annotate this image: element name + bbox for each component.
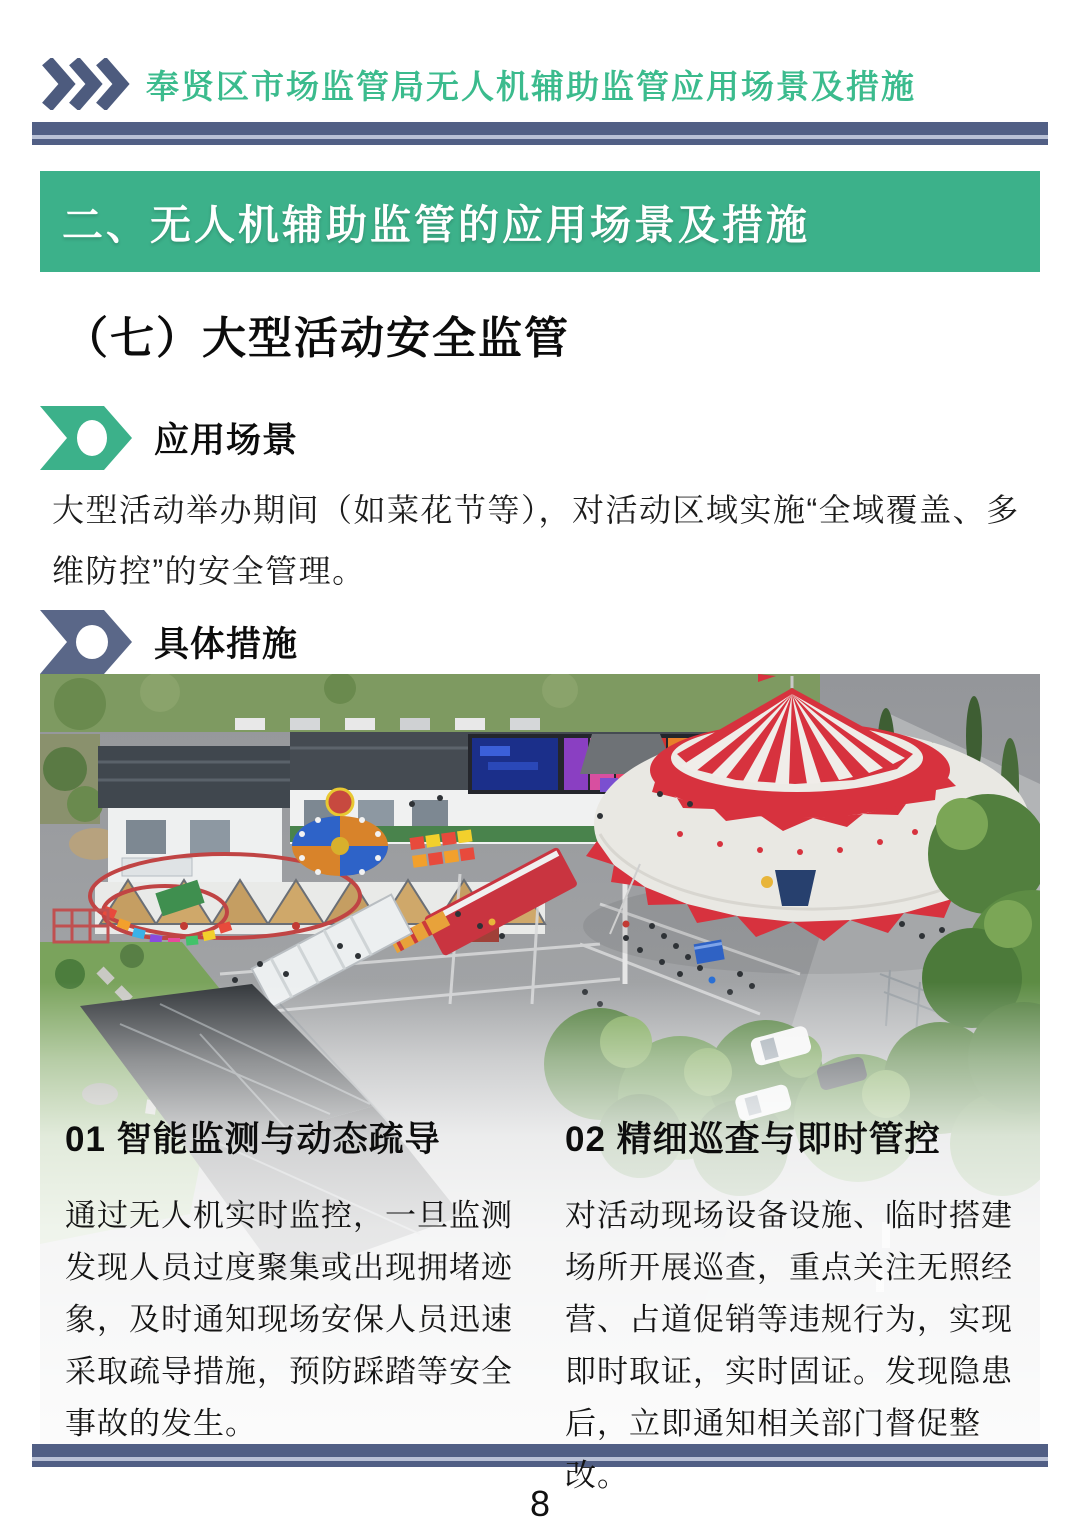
page-number: 8	[529, 1483, 551, 1524]
aerial-photo-section	[40, 674, 1040, 1493]
header-divider	[32, 122, 1048, 145]
measures-label: 具体措施	[154, 625, 299, 664]
measure-column-2	[565, 1112, 1025, 1502]
page-header	[40, 58, 1040, 110]
slate-arrow-badge-icon	[40, 610, 132, 674]
measure-1-body: 通过无人机实时监控，一旦监测发现人员过度聚集或出现拥堵迹象，及时通知现场安保人员迅速采取疏导措施，预防踩踏等安全事故的发生。	[65, 1198, 513, 1441]
measure-1-title: 01 智能监测与动态疏导	[65, 1120, 441, 1159]
measure-2-body: 对活动现场设备设施、临时搭建场所开展巡查，重点关注无照经营、占道促销等违规行为，实现即时取证，实时固证。发现隐患后，立即通知相关部门督促整改。	[565, 1198, 1013, 1493]
measures-header	[40, 610, 1080, 674]
measure-2-title: 02 精细巡查与即时管控	[565, 1120, 941, 1159]
section-banner-title: 二、无人机辅助监管的应用场景及措施	[62, 202, 810, 248]
measure-column-1	[65, 1112, 533, 1502]
subsection-title: （七）大型活动安全监管	[64, 314, 570, 363]
application-scenario-header	[40, 406, 1080, 470]
green-arrow-badge-icon	[40, 406, 132, 470]
application-scenario-label: 应用场景	[154, 421, 299, 460]
application-scenario-text: 大型活动举办期间（如菜花节等），对活动区域实施“全域覆盖、多维防控”的安全管理。	[52, 492, 1020, 589]
page-title: 奉贤区市场监管局无人机辅助监管应用场景及措施	[146, 67, 916, 105]
triple-chevron-right-icon	[40, 58, 132, 110]
measures-columns	[40, 1112, 1040, 1502]
section-banner	[40, 171, 1040, 272]
